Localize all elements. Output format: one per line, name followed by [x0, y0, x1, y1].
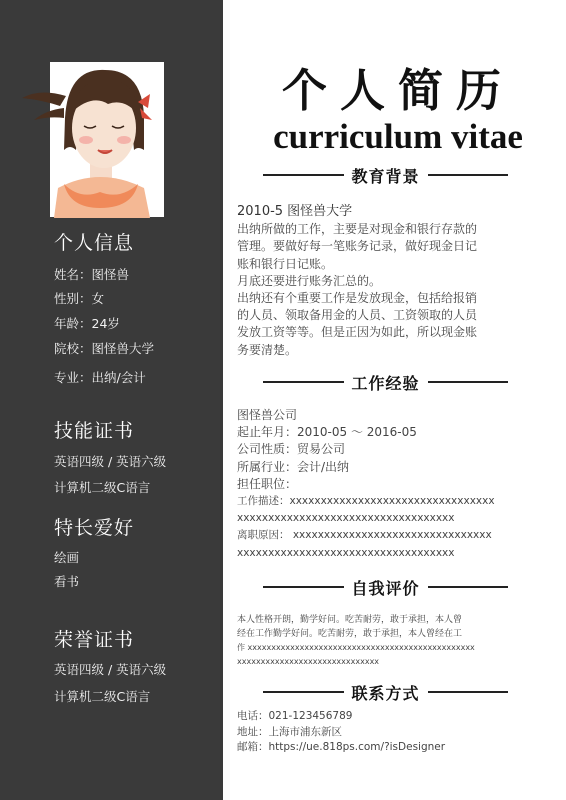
work-body: [237, 407, 529, 562]
work-line: 图怪兽公司: [237, 408, 298, 422]
education-line: 的人员、领取备用金的人员、工资领取的人员: [237, 308, 478, 323]
work-line: 所属行业：会计/出纳: [237, 459, 350, 474]
contact-email[interactable]: 邮箱：https://ue.818ps.com/?isDesigner: [237, 741, 446, 753]
work-line: xxxxxxxxxxxxxxxxxxxxxxxxxxxxxxxxxxx: [237, 512, 455, 525]
info-major: 专业：出纳/会计: [54, 370, 146, 385]
divider: [428, 174, 509, 176]
sidebar: [0, 0, 223, 800]
self-eval-line: 本人性格开朗，勤学好问。吃苦耐劳，敢于承担，本人曾: [237, 615, 463, 625]
honor-item: 英语四级 / 英语六级: [54, 662, 167, 677]
divider: [428, 586, 509, 588]
education-line: 账和银行日记账。: [237, 256, 334, 271]
divider: [263, 691, 344, 693]
self-eval-line: 经在工作勤学好问。吃苦耐劳，敢于承担，本人曾经在工: [237, 629, 463, 639]
work-line: 担任职位：: [237, 476, 298, 491]
work-line: xxxxxxxxxxxxxxxxxxxxxxxxxxxxxxxxxxx: [237, 546, 455, 559]
education-line: 务要清楚。: [237, 342, 298, 357]
contact-body: [237, 709, 529, 756]
main-content: [223, 0, 566, 800]
work-header: [263, 370, 508, 394]
work-line: 离职原因： xxxxxxxxxxxxxxxxxxxxxxxxxxxxxxxx: [237, 529, 492, 542]
contact-header: [263, 680, 508, 704]
contact-title: 联系方式: [351, 683, 420, 703]
page-title: 个人简历: [281, 64, 514, 117]
avatar-illustration: [20, 58, 170, 218]
work-title: 工作经验: [351, 373, 420, 393]
work-line: 起止年月：2010-05 ～ 2016-05: [237, 425, 417, 440]
self-eval-line: 作 xxxxxxxxxxxxxxxxxxxxxxxxxxxxxxxxxxxxxxxxxxxxxxxx: [237, 643, 475, 652]
profile-photo: [50, 62, 164, 217]
info-gender: 性别：女: [54, 291, 105, 306]
skill-item: 计算机二级C语言: [54, 480, 151, 495]
education-line: 管理。要做好每一笔账务记录，做好现金日记: [237, 239, 478, 254]
divider: [263, 174, 344, 176]
personal-info-title: 个人信息: [54, 232, 135, 254]
education-school: 2010-5 图怪兽大学: [237, 204, 353, 219]
self-eval-body: [237, 613, 529, 669]
page-subtitle: curriculum vitae: [273, 117, 523, 156]
divider: [263, 586, 344, 588]
contact-phone: 电话：021-123456789: [237, 710, 353, 722]
hobby-item: 绘画: [54, 550, 80, 565]
education-line: 月底还要进行账务汇总的。: [237, 273, 382, 288]
education-header: [263, 163, 508, 187]
skills-title: 技能证书: [54, 420, 135, 442]
skill-item: 英语四级 / 英语六级: [54, 454, 167, 469]
divider: [428, 381, 509, 383]
work-line: 工作描述：xxxxxxxxxxxxxxxxxxxxxxxxxxxxxxxxx: [237, 495, 495, 508]
education-line: 出纳还有个重要工作是发放现金，包括给报销: [237, 291, 478, 306]
hobby-item: 看书: [54, 574, 80, 589]
info-school: 院校：图怪兽大学: [54, 341, 155, 356]
divider: [428, 691, 509, 693]
self-eval-line: xxxxxxxxxxxxxxxxxxxxxxxxxxxxxx: [237, 657, 380, 666]
education-line: 发放工资等等。但是正因为如此，所以现金账: [237, 325, 478, 340]
divider: [263, 381, 344, 383]
work-line: 公司性质：贸易公司: [237, 442, 346, 457]
hobbies-title: 特长爱好: [54, 517, 135, 539]
education-title: 教育背景: [351, 166, 420, 186]
self-eval-header: [263, 575, 508, 599]
honors-title: 荣誉证书: [54, 629, 135, 651]
education-line: 出纳所做的工作，主要是对现金和银行存款的: [237, 222, 478, 237]
info-name: 姓名：图怪兽: [54, 267, 130, 282]
education-body: [237, 203, 529, 359]
self-eval-title: 自我评价: [351, 578, 420, 598]
info-age: 年龄：24岁: [54, 316, 120, 331]
contact-address: 地址：上海市浦东新区: [237, 725, 342, 738]
honor-item: 计算机二级C语言: [54, 689, 151, 704]
